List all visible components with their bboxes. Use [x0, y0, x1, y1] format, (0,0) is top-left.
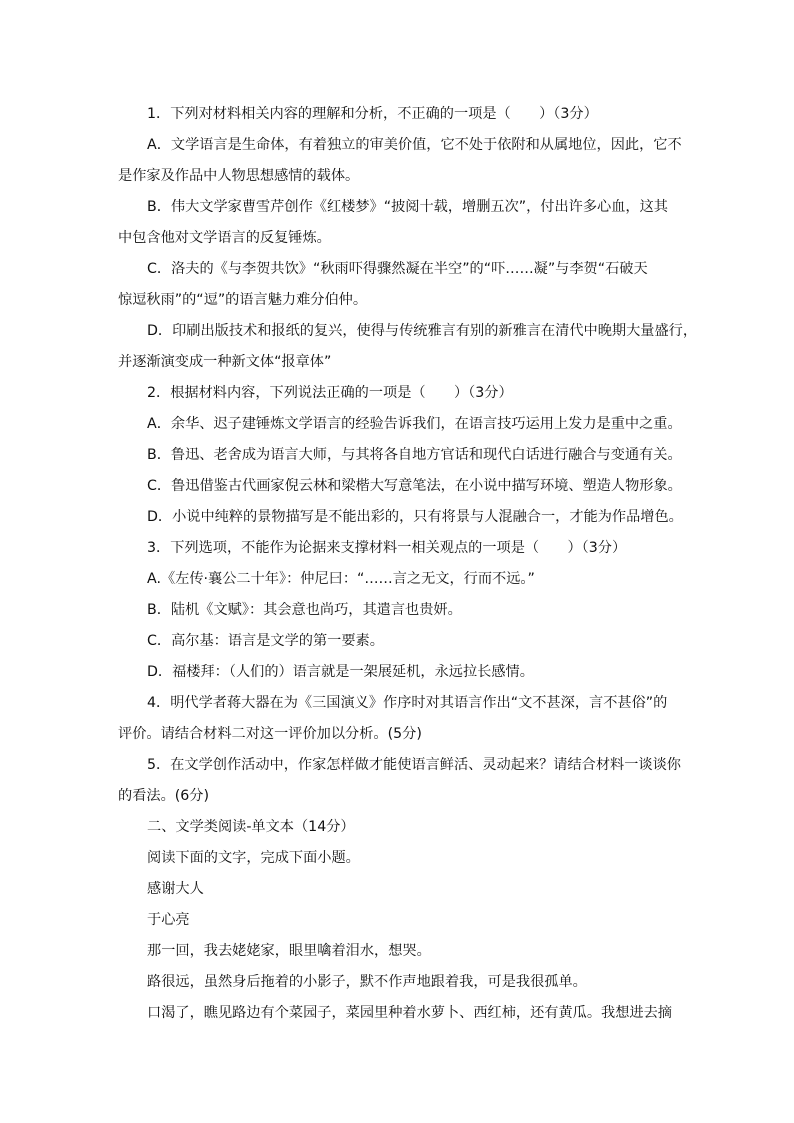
q4-line2: 评价。请结合材料二对这一评价加以分析。(5分) [118, 726, 422, 742]
q1-option-a-line1: A．文学语言是生命体，有着独立的审美价值，它不处于依附和从属地位，因此，它不 [147, 137, 682, 153]
q5-line2: 的看法。(6分) [118, 788, 210, 804]
q2-option-b: B．鲁迅、老舍成为语言大师，与其将各自地方官话和现代白话进行融合与变通有关。 [147, 447, 682, 463]
story-paragraph-3: 口渴了，瞧见路边有个菜园子，菜园里种着水萝卜、西红柿，还有黄瓜。我想进去摘 [147, 1005, 672, 1021]
q3-option-d: D．福楼拜：（人们的）语言就是一架展延机，永远拉长感情。 [147, 664, 534, 680]
q3-stem: 3．下列选项，不能作为论据来支撑材料一相关观点的一项是（ ）（3分） [147, 540, 627, 556]
story-author: 于心亮 [147, 912, 190, 928]
q1-option-b-line1: B．伟大文学家曹雪芹创作《红楼梦》“披阅十载，增删五次”，付出许多心血，这其 [147, 199, 668, 215]
q2-option-c: C．鲁迅借鉴古代画家倪云林和梁楷大写意笔法，在小说中描写环境、塑造人物形象。 [147, 478, 682, 494]
q1-option-d-line1: D．印刷出版技术和报纸的复兴，使得与传统雅言有别的新雅言在清代中晚期大量盛行， [147, 323, 698, 339]
q3-option-c: C．高尔基：语言是文学的第一要素。 [147, 633, 384, 649]
q1-option-d-line2: 并逐渐演变成一种新文体“报章体” [118, 354, 332, 370]
section-heading: 二、文学类阅读-单文本（14分） [147, 819, 355, 835]
story-paragraph-1: 那一回，我去姥姥家，眼里噙着泪水，想哭。 [147, 943, 431, 959]
q1-option-a-line2: 是作家及作品中人物思想感情的载体。 [118, 168, 360, 184]
q2-stem: 2．根据材料内容，下列说法正确的一项是（ ）（3分） [147, 385, 513, 401]
document-body [118, 99, 698, 1029]
q2-option-d: D．小说中纯粹的景物描写是不能出彩的，只有将景与人混融合一，才能为作品增色。 [147, 509, 683, 525]
story-paragraph-2: 路很远，虽然身后拖着的小影子，默不作声地跟着我，可是我很孤单。 [147, 974, 587, 990]
q1-option-b-line2: 中包含他对文学语言的反复锤炼。 [118, 230, 331, 246]
reading-instruction: 阅读下面的文字，完成下面小题。 [147, 850, 360, 866]
q3-option-b: B．陆机《文赋》：其会意也尚巧，其遣言也贵妍。 [147, 602, 462, 618]
q5-line1: 5．在文学创作活动中，作家怎样做才能使语言鲜活、灵动起来？请结合材料一谈谈你 [147, 757, 681, 773]
q1-option-c-line1: C．洛夫的《与李贺共饮》“秋雨吓得骤然凝在半空”的“吓……凝”与李贺“石破天 [147, 261, 648, 277]
q3-option-a: A.《左传·襄公二十年》：仲尼曰：“……言之无文，行而不远。” [147, 571, 535, 587]
q1-option-c-line2: 惊逗秋雨”的“逗”的语言魅力难分伯仲。 [118, 292, 368, 308]
q4-line1: 4．明代学者蒋大器在为《三国演义》作序时对其语言作出“文不甚深，言不甚俗”的 [147, 695, 668, 711]
q2-option-a: A．余华、迟子建锤炼文学语言的经验告诉我们，在语言技巧运用上发力是重中之重。 [147, 416, 682, 432]
story-title: 感谢大人 [147, 881, 204, 897]
q1-stem: 1．下列对材料相关内容的理解和分析，不正确的一项是（ ）（3分） [147, 106, 598, 122]
